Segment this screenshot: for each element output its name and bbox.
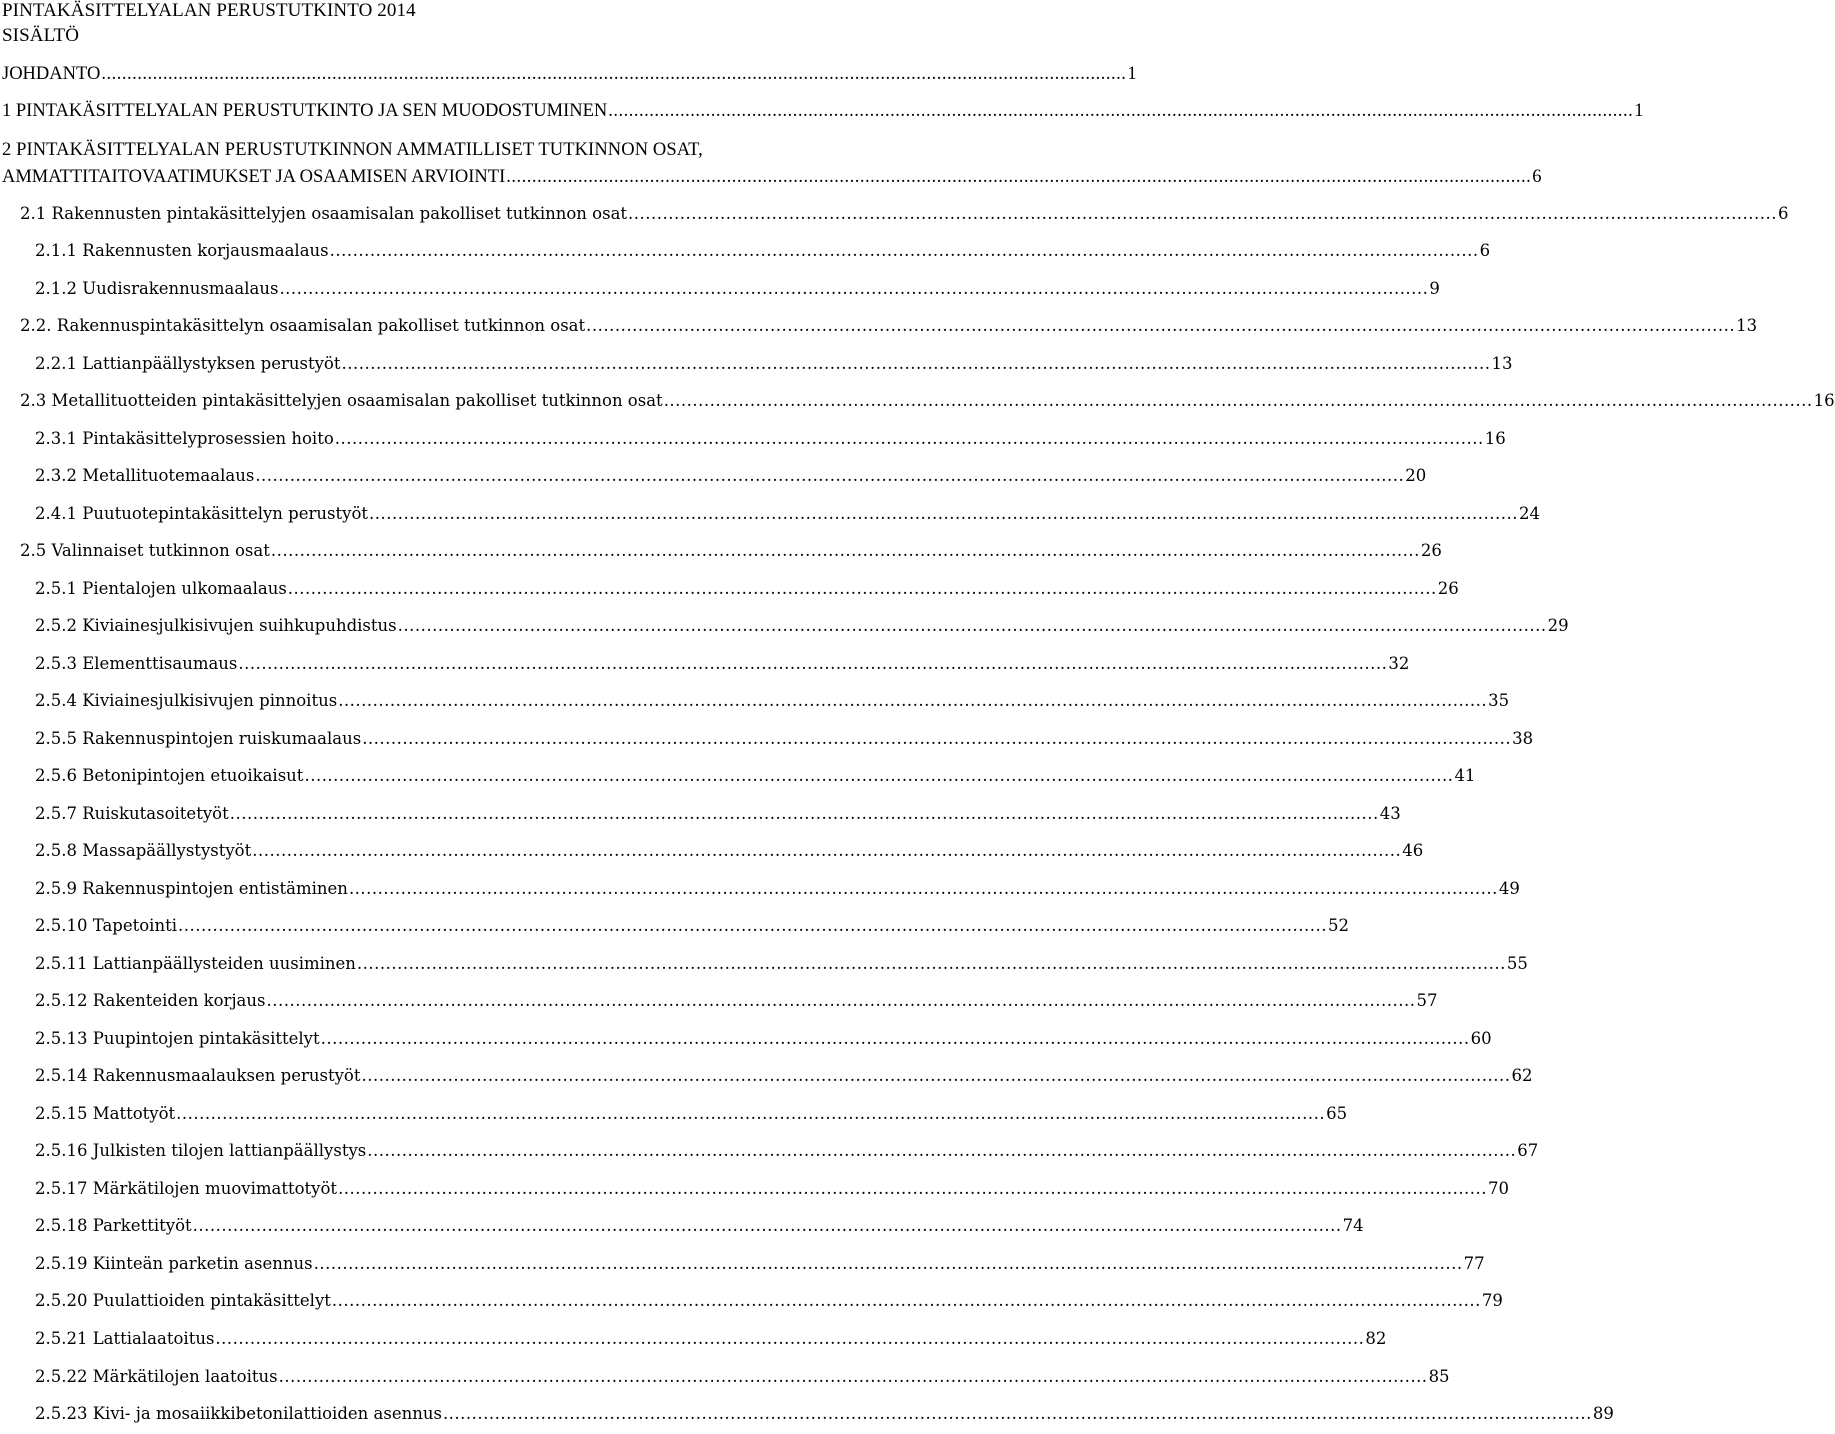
leader-dots: ........................................................................................................................................................................................................ <box>348 879 1498 898</box>
toc-entry-page: 16 <box>1813 391 1835 410</box>
leader-dots: ........................................................................................................................................................................................................ <box>628 204 1778 223</box>
toc-entry-title: JOHDANTO <box>2 64 101 84</box>
leader-dots: ........................................................................................................................................................................................................ <box>304 766 1454 785</box>
toc-entry-2-5-5[interactable] <box>35 728 1534 750</box>
toc-entry-page: 6 <box>1479 241 1491 260</box>
toc-entry-title: 2.5.19 Kiinteän parketin asennus <box>35 1254 313 1273</box>
toc-entry-page: 46 <box>1402 841 1424 860</box>
toc-entry-2-1-1[interactable] <box>35 240 1491 262</box>
toc-entry-page: 55 <box>1506 954 1528 973</box>
leader-dots: ........................................................................................................................................................................................................ <box>101 64 1127 84</box>
toc-entry-2-3-1[interactable] <box>35 428 1506 450</box>
toc-entry-2-5-11[interactable] <box>35 953 1528 975</box>
toc-entry-page: 65 <box>1326 1104 1348 1123</box>
leader-dots: ........................................................................................................................................................................................................ <box>313 1254 1463 1273</box>
toc-entry-2-3[interactable] <box>20 390 1835 412</box>
toc-entry-page: 13 <box>1491 354 1513 373</box>
leader-dots: ........................................................................................................................................................................................................ <box>229 804 1379 823</box>
toc-entry-title: 2.5.11 Lattianpäällysteiden uusiminen <box>35 954 356 973</box>
toc-entry-johdanto[interactable] <box>2 63 1137 85</box>
toc-entry-chapter-1[interactable] <box>2 100 1644 122</box>
leader-dots: ........................................................................................................................................................................................................ <box>361 1066 1511 1085</box>
toc-entry-2-5-15[interactable] <box>35 1103 1348 1125</box>
toc-entry-2-5-3[interactable] <box>35 653 1410 675</box>
toc-entry-page: 57 <box>1416 991 1438 1010</box>
toc-entry-page: 74 <box>1342 1216 1364 1235</box>
leader-dots: ........................................................................................................................................................................................................ <box>178 916 1327 935</box>
leader-dots: ........................................................................................................................................................................................................ <box>338 1179 1488 1198</box>
toc-entry-title: 2.5.13 Puupintojen pintakäsittelyt <box>35 1029 320 1048</box>
toc-entry-title: 2.5.5 Rakennuspintojen ruiskumaalaus <box>35 729 362 748</box>
toc-entry-title: 2.5.4 Kiviainesjulkisivujen pinnoitus <box>35 691 338 710</box>
toc-entry-2-5-7[interactable] <box>35 803 1401 825</box>
toc-entry-2-2-1[interactable] <box>35 353 1513 375</box>
toc-entry-2-5-23[interactable] <box>35 1403 1614 1425</box>
toc-entry-2-3-2[interactable] <box>35 465 1427 487</box>
leader-dots: ........................................................................................................................................................................................................ <box>176 1104 1326 1123</box>
leader-dots: ........................................................................................................................................................................................................ <box>334 429 1484 448</box>
toc-entry-title: 2.5.18 Parkettityöt <box>35 1216 192 1235</box>
toc-entry-2-2[interactable] <box>20 315 1758 337</box>
toc-entry-page: 9 <box>1429 279 1440 298</box>
toc-entry-page: 49 <box>1498 879 1520 898</box>
toc-entry-page: 38 <box>1512 729 1534 748</box>
toc-entry-title: 2.5.10 Tapetointi <box>35 916 177 935</box>
toc-entry-2-5-13[interactable] <box>35 1028 1492 1050</box>
toc-entry-2-5-4[interactable] <box>35 690 1510 712</box>
toc-entry-title: 2.5.7 Ruiskutasoitetyöt <box>35 804 229 823</box>
toc-entry-page: 6 <box>1778 204 1789 223</box>
toc-entry-page: 77 <box>1463 1254 1485 1273</box>
toc-entry-title: 2.5.20 Puulattioiden pintakäsittelyt <box>35 1291 331 1310</box>
toc-entry-page: 24 <box>1519 504 1540 523</box>
toc-entry-title: 2.3.2 Metallituotemaalaus <box>35 466 255 485</box>
toc-entry-2-5-21[interactable] <box>35 1328 1387 1350</box>
leader-dots: ........................................................................................................................................................................................................ <box>279 279 1429 298</box>
leader-dots: ........................................................................................................................................................................................................ <box>255 466 1405 485</box>
leader-dots: ........................................................................................................................................................................................................ <box>608 101 1634 121</box>
toc-entry-title: 2.5.2 Kiviainesjulkisivujen suihkupuhdistus <box>35 616 397 635</box>
toc-entry-page: 26 <box>1420 541 1442 560</box>
toc-entry-title: 2.5.6 Betonipintojen etuoikaisut <box>35 766 304 785</box>
leader-dots: ........................................................................................................................................................................................................ <box>215 1329 1365 1348</box>
toc-entry-page: 82 <box>1365 1329 1387 1348</box>
leader-dots: ........................................................................................................................................................................................................ <box>369 504 1518 523</box>
toc-entry-title: 2.5.23 Kivi- ja mosaiikkibetonilattioiden asennus <box>35 1404 442 1423</box>
toc-entry-page: 62 <box>1511 1066 1533 1085</box>
toc-entry-title: 2.4.1 Puutuotepintakäsittelyn perustyöt <box>35 504 369 523</box>
toc-entry-title: 2.2.1 Lattianpäällystyksen perustyöt <box>35 354 341 373</box>
leader-dots: ........................................................................................................................................................................................................ <box>270 541 1420 560</box>
toc-entry-2-1-2[interactable] <box>35 278 1440 300</box>
toc-entry-2-5-10[interactable] <box>35 915 1349 937</box>
toc-entry-2-5-12[interactable] <box>35 990 1438 1012</box>
toc-entry-2-5[interactable] <box>20 540 1442 562</box>
toc-entry-2-5-1[interactable] <box>35 578 1459 600</box>
toc-entry-title: 2.5.22 Märkätilojen laatoitus <box>35 1367 278 1386</box>
leader-dots: ........................................................................................................................................................................................................ <box>238 654 1388 673</box>
toc-entry-page: 43 <box>1379 804 1401 823</box>
leader-dots: ........................................................................................................................................................................................................ <box>397 616 1547 635</box>
toc-entry-page: 29 <box>1547 616 1569 635</box>
toc-entry-title: 2.3.1 Pintakäsittelyprosessien hoito <box>35 429 334 448</box>
toc-entry-page: 89 <box>1592 1404 1614 1423</box>
toc-entry-page: 20 <box>1405 466 1427 485</box>
toc-entry-2-5-17[interactable] <box>35 1178 1510 1200</box>
toc-entry-title: 2.5.21 Lattialaatoitus <box>35 1329 215 1348</box>
leader-dots: ........................................................................................................................................................................................................ <box>506 167 1532 187</box>
toc-entry-chapter-2-line1[interactable]: 2 PINTAKÄSITTELYALAN PERUSTUTKINNON AMMATILLISET TUTKINNON OSAT, <box>2 140 703 160</box>
toc-entry-page: 1 <box>1127 64 1137 84</box>
leader-dots: ........................................................................................................................................................................................................ <box>356 954 1506 973</box>
leader-dots: ........................................................................................................................................................................................................ <box>442 1404 1592 1423</box>
leader-dots: ........................................................................................................................................................................................................ <box>663 391 1813 410</box>
toc-entry-2-5-16[interactable] <box>35 1140 1539 1162</box>
toc-entry-chapter-2[interactable] <box>2 166 1542 188</box>
toc-entry-title: 2.5.17 Märkätilojen muovimattotyöt <box>35 1179 338 1198</box>
toc-entry-title: 1 PINTAKÄSITTELYALAN PERUSTUTKINTO JA SEN MUODOSTUMINEN <box>2 101 608 121</box>
toc-entry-page: 79 <box>1481 1291 1503 1310</box>
leader-dots: ........................................................................................................................................................................................................ <box>266 991 1416 1010</box>
leader-dots: ........................................................................................................................................................................................................ <box>192 1216 1342 1235</box>
leader-dots: ........................................................................................................................................................................................................ <box>586 316 1736 335</box>
toc-entry-2-5-14[interactable] <box>35 1065 1533 1087</box>
leader-dots: ........................................................................................................................................................................................................ <box>341 354 1491 373</box>
toc-entry-title: AMMATTITAITOVAATIMUKSET JA OSAAMISEN ARVIOINTI <box>2 167 506 187</box>
toc-entry-page: 1 <box>1634 101 1644 121</box>
toc-entry-page: 70 <box>1488 1179 1510 1198</box>
toc-heading: SISÄLTÖ <box>2 25 80 46</box>
document-title: PINTAKÄSITTELYALAN PERUSTUTKINTO 2014 <box>2 0 416 21</box>
toc-entry-2-5-2[interactable] <box>35 615 1569 637</box>
toc-entry-title: 2.5.16 Julkisten tilojen lattianpäällystys <box>35 1141 367 1160</box>
toc-entry-2-4-1[interactable] <box>35 503 1540 525</box>
toc-entry-page: 67 <box>1517 1141 1539 1160</box>
toc-entry-title: 2.1 Rakennusten pintakäsittelyjen osaamisalan pakolliset tutkinnon osat <box>20 204 628 223</box>
leader-dots: ........................................................................................................................................................................................................ <box>367 1141 1517 1160</box>
leader-dots: ........................................................................................................................................................................................................ <box>329 241 1479 260</box>
toc-entry-title: 2.1.2 Uudisrakennusmaalaus <box>35 279 279 298</box>
toc-entry-title: 2.5.9 Rakennuspintojen entistäminen <box>35 879 348 898</box>
leader-dots: ........................................................................................................................................................................................................ <box>320 1029 1470 1048</box>
toc-entry-title: 2.3 Metallituotteiden pintakäsittelyjen osaamisalan pakolliset tutkinnon osat <box>20 391 663 410</box>
toc-entry-page: 26 <box>1437 579 1459 598</box>
toc-entry-page: 60 <box>1470 1029 1492 1048</box>
leader-dots: ........................................................................................................................................................................................................ <box>331 1291 1481 1310</box>
toc-entry-2-5-9[interactable] <box>35 878 1520 900</box>
toc-entry-page: 6 <box>1532 167 1542 187</box>
toc-entry-title: 2.5.12 Rakenteiden korjaus <box>35 991 266 1010</box>
toc-entry-2-5-18[interactable] <box>35 1215 1364 1237</box>
toc-entry-page: 41 <box>1454 766 1476 785</box>
leader-dots: ........................................................................................................................................................................................................ <box>278 1367 1428 1386</box>
leader-dots: ........................................................................................................................................................................................................ <box>362 729 1512 748</box>
toc-entry-page: 52 <box>1327 916 1349 935</box>
toc-entry-2-5-8[interactable] <box>35 840 1424 862</box>
leader-dots: ........................................................................................................................................................................................................ <box>252 841 1402 860</box>
toc-entry-page: 85 <box>1428 1367 1450 1386</box>
toc-entry-2-5-6[interactable] <box>35 765 1476 787</box>
toc-entry-2-5-22[interactable] <box>35 1366 1450 1388</box>
toc-entry-title: 2.5.1 Pientalojen ulkomaalaus <box>35 579 287 598</box>
toc-entry-page: 32 <box>1388 654 1410 673</box>
leader-dots: ........................................................................................................................................................................................................ <box>338 691 1488 710</box>
toc-entry-page: 13 <box>1736 316 1758 335</box>
leader-dots: ........................................................................................................................................................................................................ <box>287 579 1437 598</box>
toc-entry-title: 2.5.8 Massapäällystystyöt <box>35 841 252 860</box>
toc-entry-page: 16 <box>1484 429 1506 448</box>
toc-entry-title: 2.5.15 Mattotyöt <box>35 1104 176 1123</box>
toc-entry-title: 2.5.3 Elementtisaumaus <box>35 654 238 673</box>
toc-entry-title: 2.1.1 Rakennusten korjausmaalaus <box>35 241 329 260</box>
toc-entry-page: 35 <box>1488 691 1510 710</box>
toc-entry-2-5-20[interactable] <box>35 1290 1503 1312</box>
toc-entry-title: 2.5.14 Rakennusmaalauksen perustyöt <box>35 1066 361 1085</box>
toc-entry-title: 2.5 Valinnaiset tutkinnon osat <box>20 541 270 560</box>
toc-entry-title: 2.2. Rakennuspintakäsittelyn osaamisalan pakolliset tutkinnon osat <box>20 316 586 335</box>
toc-entry-2-1[interactable] <box>20 203 1789 225</box>
toc-entry-2-5-19[interactable] <box>35 1253 1485 1275</box>
